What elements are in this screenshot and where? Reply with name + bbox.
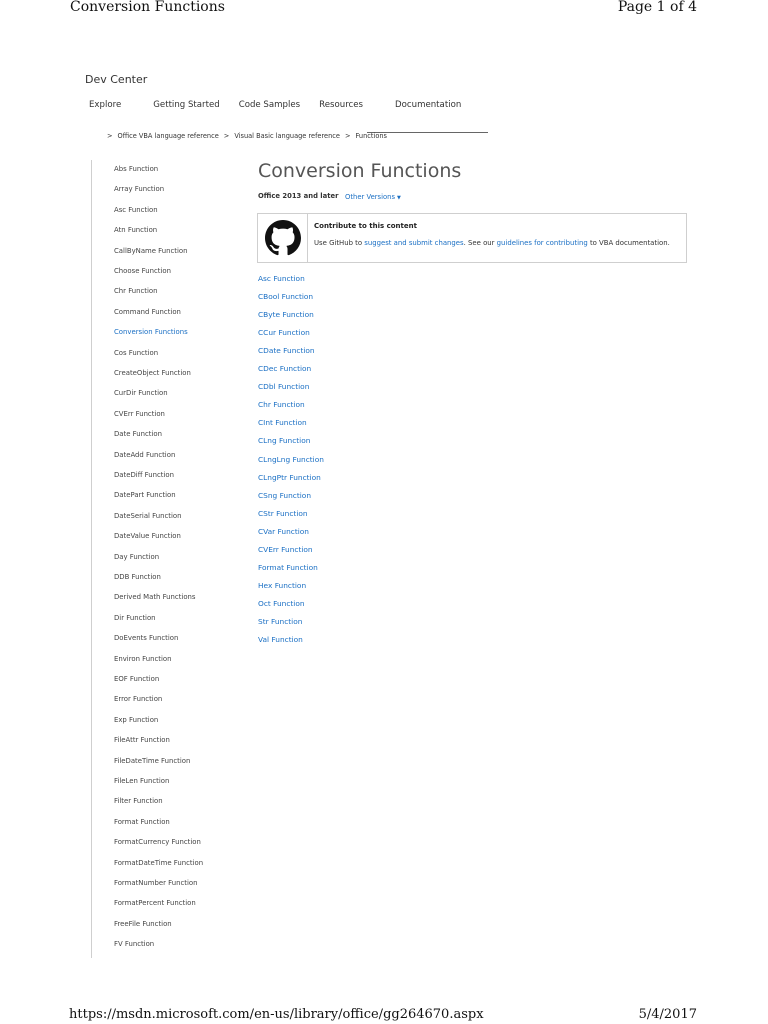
sidebar-item-doevents-function[interactable]: DoEvents Function [114,634,179,643]
sidebar-item-choose-function[interactable]: Choose Function [114,267,171,275]
applies-to-label: Office 2013 and later [258,192,339,200]
contribute-text [314,239,670,247]
sidebar-item-formatnumber-function[interactable]: FormatNumber Function [114,879,198,887]
github-icon-container [258,214,308,262]
function-link-chr-function[interactable]: Chr Function [258,400,305,410]
sidebar-item-asc-function[interactable]: Asc Function [114,205,158,214]
contribute-text-part: Use GitHub to [314,239,365,247]
breadcrumb-separator: > [107,132,113,140]
sidebar-item-formatcurrency-function[interactable]: FormatCurrency Function [114,838,201,847]
sidebar-item-chr-function[interactable]: Chr Function [114,287,158,296]
function-link-cdec-function[interactable]: CDec Function [258,364,312,374]
page-title: Conversion Functions [258,160,462,182]
other-versions-dropdown[interactable] [345,193,401,201]
sidebar-item-datepart-function[interactable]: DatePart Function [114,491,176,500]
sidebar-item-day-function[interactable]: Day Function [114,552,160,561]
sidebar-item-fileattr-function[interactable]: FileAttr Function [114,736,170,745]
function-link-clnglng-function[interactable]: CLngLng Function [258,454,324,464]
sidebar-item-eof-function[interactable]: EOF Function [114,675,160,683]
suggest-changes-link[interactable]: suggest and submit changes [364,239,464,247]
print-footer-url: https://msdn.microsoft.com/en-us/library/office/gg264670.aspx [69,1007,484,1022]
sidebar-item-ddb-function[interactable]: DDB Function [114,573,161,581]
contribute-title: Contribute to this content [314,222,417,230]
function-link-hex-function[interactable]: Hex Function [258,580,307,590]
nav-explore[interactable]: Explore [89,100,122,110]
sidebar-item-formatdatetime-function[interactable]: FormatDateTime Function [114,858,204,867]
breadcrumb [107,132,387,140]
function-link-cint-function[interactable]: CInt Function [258,418,307,428]
contribute-text-part: . See our [463,239,497,247]
function-link-cvar-function[interactable]: CVar Function [258,526,309,536]
breadcrumb-functions[interactable]: Functions [355,132,387,140]
site-brand-dev-center[interactable]: Dev Center [85,73,148,86]
function-link-str-function[interactable]: Str Function [258,616,303,626]
sidebar-item-dateserial-function[interactable]: DateSerial Function [114,511,182,520]
sidebar-item-dateadd-function[interactable]: DateAdd Function [114,450,176,459]
function-link-oct-function[interactable]: Oct Function [258,598,305,608]
function-link-csng-function[interactable]: CSng Function [258,490,312,500]
sidebar-item-filelen-function[interactable]: FileLen Function [114,777,170,785]
sidebar-item-datediff-function[interactable]: DateDiff Function [114,471,174,479]
nav-resources[interactable]: Resources [319,100,364,110]
function-link-clng-function[interactable]: CLng Function [258,436,311,446]
function-link-cdbl-function[interactable]: CDbl Function [258,382,310,392]
function-link-format-function[interactable]: Format Function [258,562,318,572]
sidebar-item-array-function[interactable]: Array Function [114,185,165,194]
sidebar-item-curdir-function[interactable]: CurDir Function [114,389,168,398]
sidebar-item-cos-function[interactable]: Cos Function [114,348,159,357]
contribute-box [257,213,687,263]
sidebar-item-formatpercent-function[interactable]: FormatPercent Function [114,899,196,908]
sidebar-item-datevalue-function[interactable]: DateValue Function [114,532,181,541]
github-icon [265,220,301,256]
breadcrumb-separator: > [344,132,351,140]
sidebar-function-list [91,160,242,958]
sidebar-item-environ-function[interactable]: Environ Function [114,654,172,663]
function-link-cdate-function[interactable]: CDate Function [258,346,315,356]
function-link-cverr-function[interactable]: CVErr Function [258,544,313,554]
function-link-cstr-function[interactable]: CStr Function [258,508,308,518]
contributing-guidelines-link[interactable]: guidelines for contributing [496,239,588,247]
sidebar-item-cverr-function[interactable]: CVErr Function [114,409,165,418]
contribute-text-part: to VBA documentation. [587,239,670,247]
sidebar-item-date-function[interactable]: Date Function [114,430,162,439]
sidebar-item-abs-function[interactable]: Abs Function [114,165,159,173]
nav-getting-started[interactable]: Getting Started [153,100,220,110]
sidebar-item-error-function[interactable]: Error Function [114,695,163,704]
top-navigation [89,100,461,122]
print-footer-date: 5/4/2017 [638,1007,697,1022]
function-link-clngptr-function[interactable]: CLngPtr Function [258,472,321,482]
function-link-cbool-function[interactable]: CBool Function [258,292,314,302]
sidebar-item-atn-function[interactable]: Atn Function [114,226,158,235]
sidebar-item-filter-function[interactable]: Filter Function [114,797,163,806]
sidebar-item-dir-function[interactable]: Dir Function [114,613,156,622]
conversion-function-links [258,274,458,654]
other-versions-label: Other Versions [345,193,395,201]
breadcrumb-separator: > [223,132,230,140]
print-header-title: Conversion Functions [70,0,225,15]
sidebar-item-command-function[interactable]: Command Function [114,307,181,316]
sidebar-item-callbyname-function[interactable]: CallByName Function [114,246,188,255]
chevron-down-icon: ▼ [397,195,401,201]
sidebar-item-conversion-functions[interactable]: Conversion Functions [114,328,188,337]
sidebar-item-format-function[interactable]: Format Function [114,817,170,826]
nav-documentation[interactable]: Documentation [395,100,461,122]
sidebar-item-createobject-function[interactable]: CreateObject Function [114,369,191,377]
function-link-asc-function[interactable]: Asc Function [258,274,305,283]
sidebar-item-filedatetime-function[interactable]: FileDateTime Function [114,756,191,765]
nav-code-samples[interactable]: Code Samples [238,100,301,110]
function-link-val-function[interactable]: Val Function [258,635,303,644]
function-link-ccur-function[interactable]: CCur Function [258,328,310,338]
sidebar-item-exp-function[interactable]: Exp Function [114,715,159,724]
sidebar-item-fv-function[interactable]: FV Function [114,940,155,949]
breadcrumb-office-vba-reference[interactable]: Office VBA language reference [117,132,219,140]
print-header-page-number: Page 1 of 4 [617,0,697,15]
sidebar-item-freefile-function[interactable]: FreeFile Function [114,919,172,928]
breadcrumb-vb-language-reference[interactable]: Visual Basic language reference [234,132,340,140]
sidebar-item-derived-math-functions[interactable]: Derived Math Functions [114,593,196,602]
function-link-cbyte-function[interactable]: CByte Function [258,310,314,320]
